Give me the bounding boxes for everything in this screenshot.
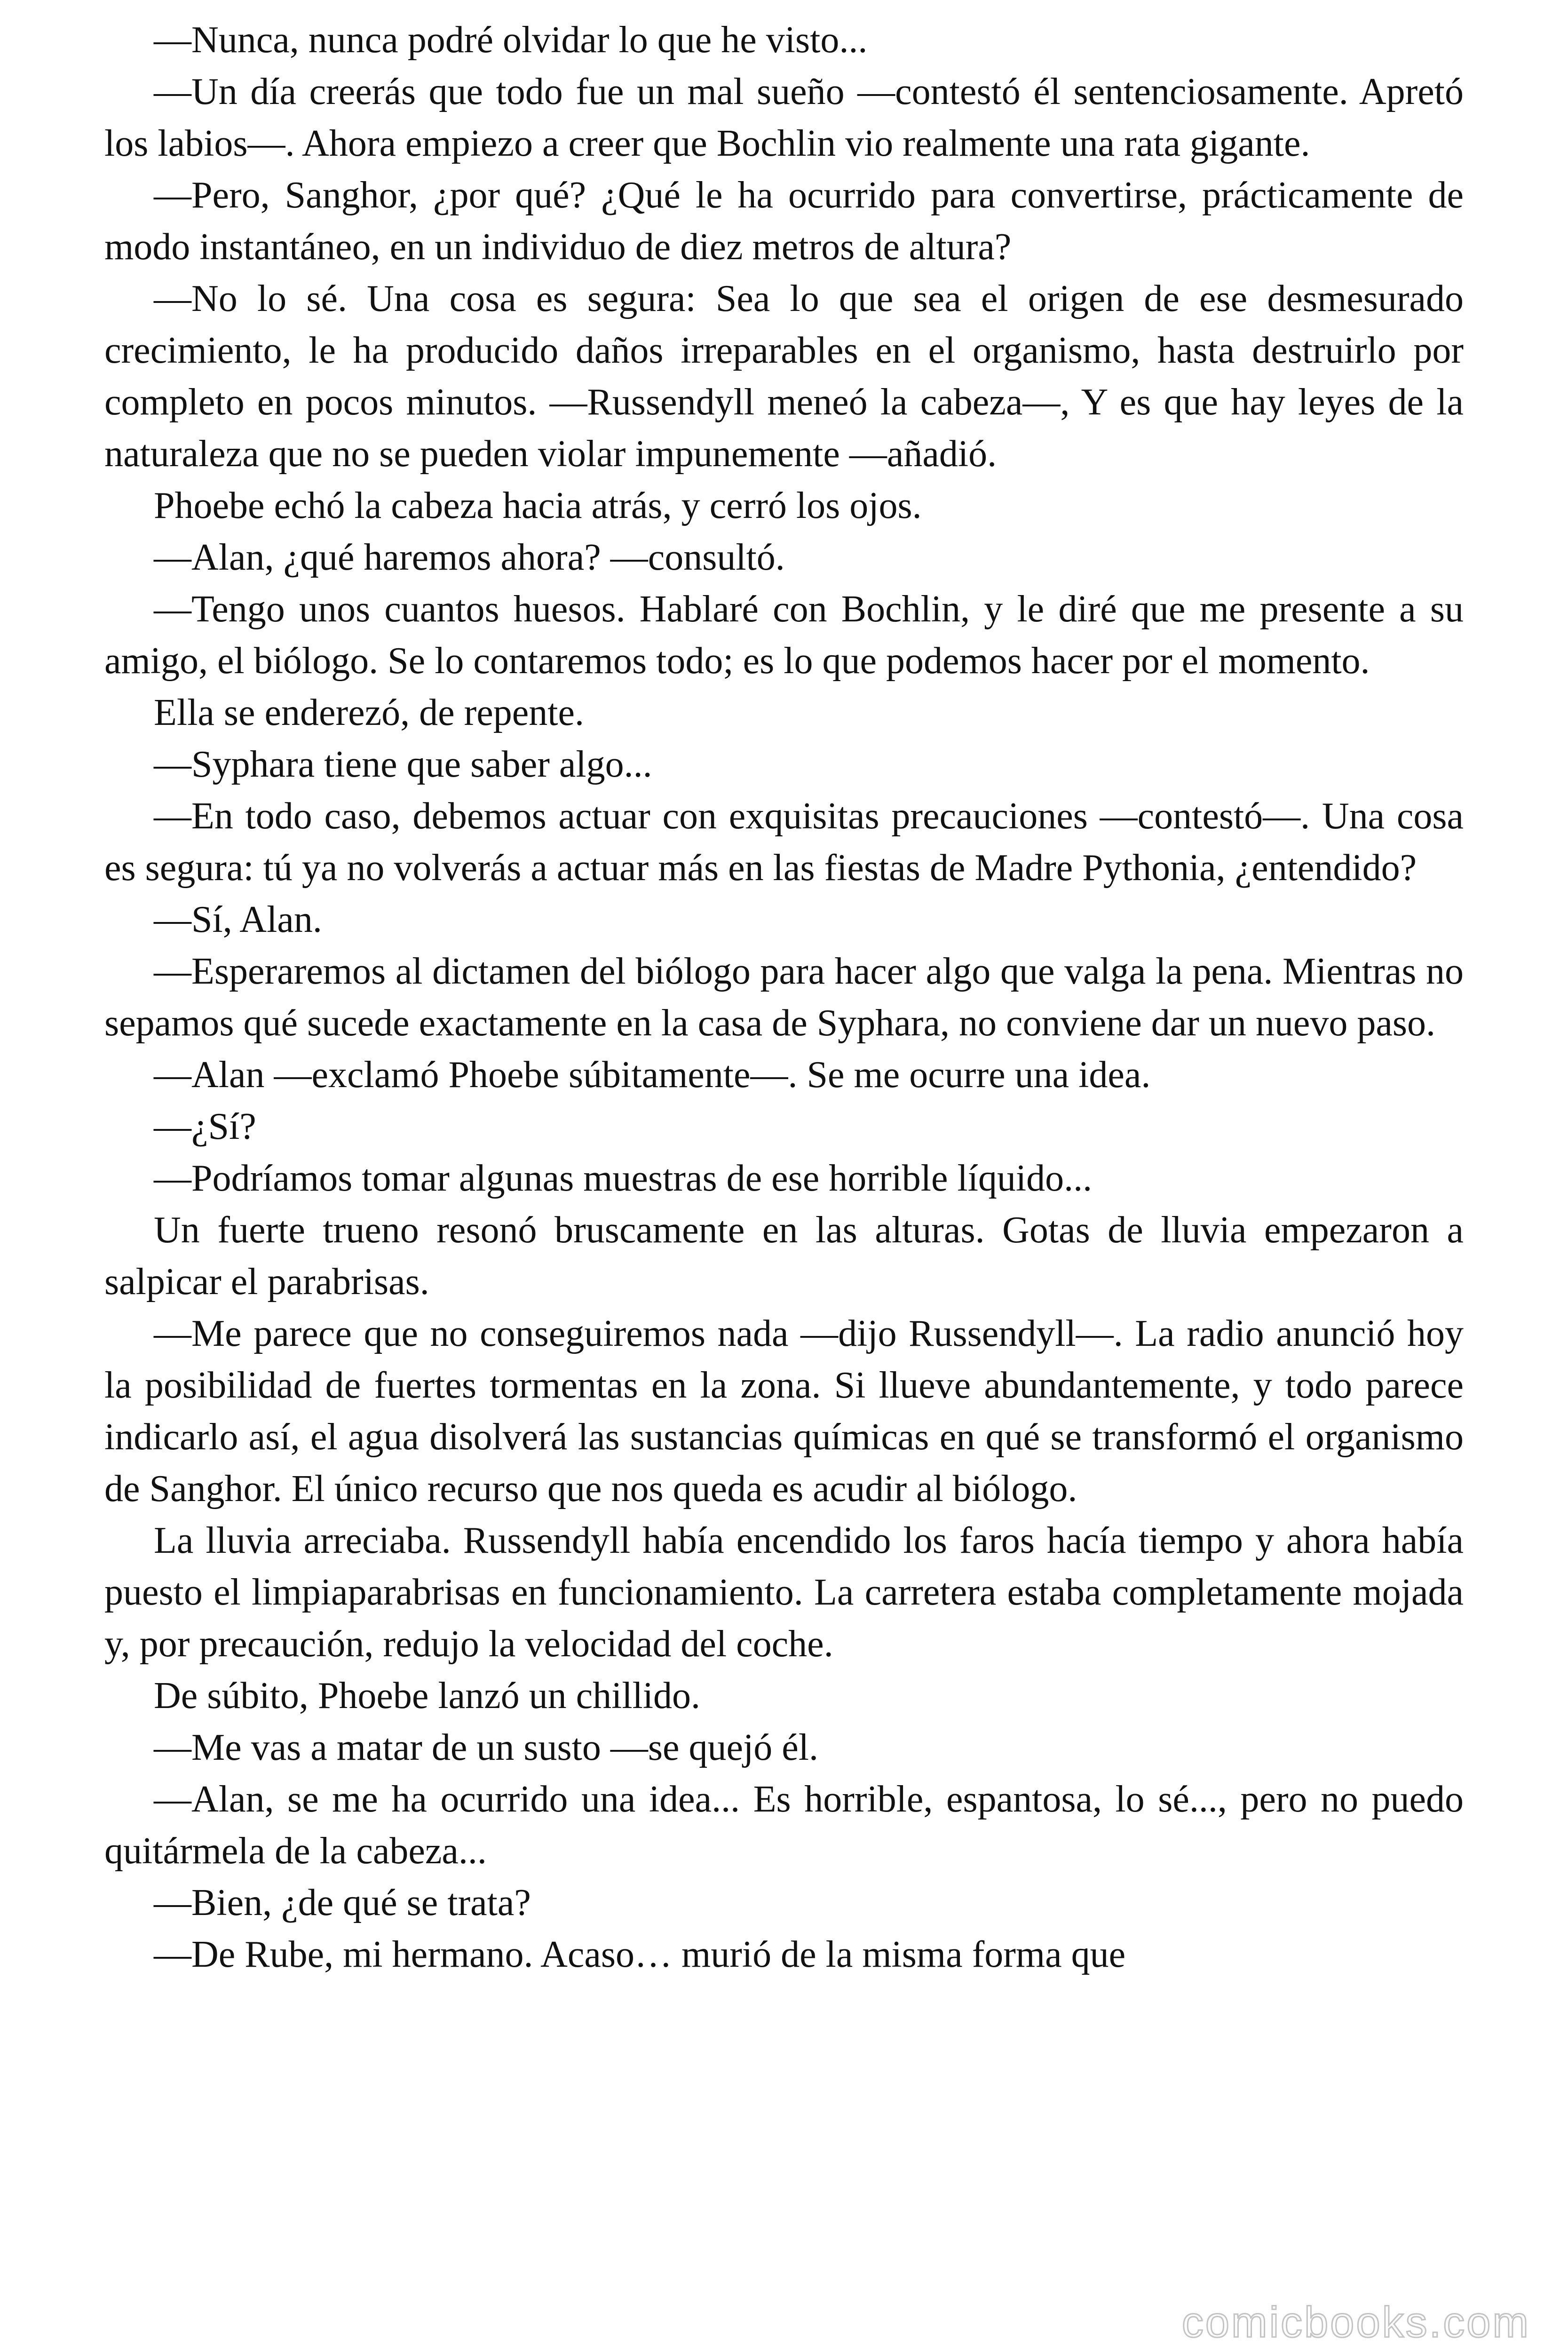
paragraph: —Un día creerás que todo fue un mal sueño —contestó él sentenciosamente. Apretó los labios—. Ahora empiezo a creer que Bochlin vio realmente una rata gigante. — [104, 71, 1464, 164]
paragraph: —Nunca, nunca podré olvidar lo que he visto... — [154, 19, 868, 61]
paragraph: —Alan, ¿qué haremos ahora? —consultó. — [154, 537, 785, 578]
paragraph: La lluvia arreciaba. Russendyll había encendido los faros hacía tiempo y ahora había puesto el limpiaparabrisas en funcionamiento. La carretera estaba completamente mojada y, por precaución, redujo la velocidad del coche. — [104, 1520, 1464, 1665]
paragraph: —Alan —exclamó Phoebe súbitamente—. Se me ocurre una idea. — [154, 1054, 1151, 1096]
paragraph: —Me parece que no conseguiremos nada —dijo Russendyll—. La radio anunció hoy la posibilidad de fuertes tormentas en la zona. Si llueve abundantemente, y todo parece indicarlo así, el agua disolverá las sustancias químicas en qué se transformó el organismo de Sanghor. El único recurso que nos queda es acudir al biólogo. — [104, 1313, 1464, 1510]
paragraph: —Esperaremos al dictamen del biólogo para hacer algo que valga la pena. Mientras no sepamos qué sucede exactamente en la casa de Syphara, no conviene dar un nuevo paso. — [104, 951, 1464, 1044]
paragraph: —Tengo unos cuantos huesos. Hablaré con Bochlin, y le diré que me presente a su amigo, el biólogo. Se lo contaremos todo; es lo que podemos hacer por el momento. — [104, 588, 1464, 682]
paragraph: —Sí, Alan. — [154, 899, 322, 940]
paragraph: —Alan, se me ha ocurrido una idea... Es horrible, espantosa, lo sé..., pero no puedo quitármela de la cabeza... — [104, 1779, 1464, 1872]
paragraph: Un fuerte trueno resonó bruscamente en las alturas. Gotas de lluvia empezaron a salpicar el parabrisas. — [104, 1209, 1464, 1303]
watermark-logo: comicbooks.com — [1181, 2298, 1530, 2346]
paragraph: —De Rube, mi hermano. Acaso… murió de la misma forma que — [154, 1934, 1126, 1975]
paragraph: —En todo caso, debemos actuar con exquisitas precauciones —contestó—. Una cosa es segura: tú ya no volverás a actuar más en las fiestas de Madre Pythonia, ¿entendido? — [104, 795, 1464, 889]
paragraph: —¿Sí? — [154, 1106, 256, 1147]
paragraph: —Syphara tiene que saber algo... — [154, 744, 652, 785]
paragraph: De súbito, Phoebe lanzó un chillido. — [154, 1675, 701, 1716]
paragraph: —No lo sé. Una cosa es segura: Sea lo que sea el origen de ese desmesurado crecimiento, le ha producido daños irreparables en el organismo, hasta destruirlo por completo en pocos minutos. —Russendyll meneó la cabeza—, Y es que hay leyes de la naturaleza que no se pueden violar impunemente —añadió. — [104, 278, 1464, 475]
paragraph: —Pero, Sanghor, ¿por qué? ¿Qué le ha ocurrido para convertirse, prácticamente de modo instantáneo, en un individuo de diez metros de altura? — [104, 175, 1464, 268]
paragraph: —Podríamos tomar algunas muestras de ese horrible líquido... — [154, 1158, 1093, 1199]
book-page — [104, 14, 1464, 2319]
paragraph: Ella se enderezó, de repente. — [154, 692, 585, 733]
paragraph: —Me vas a matar de un susto —se quejó él. — [154, 1727, 819, 1768]
paragraph: —Bien, ¿de qué se trata? — [154, 1882, 531, 1923]
paragraph: Phoebe echó la cabeza hacia atrás, y cerró los ojos. — [154, 485, 922, 526]
